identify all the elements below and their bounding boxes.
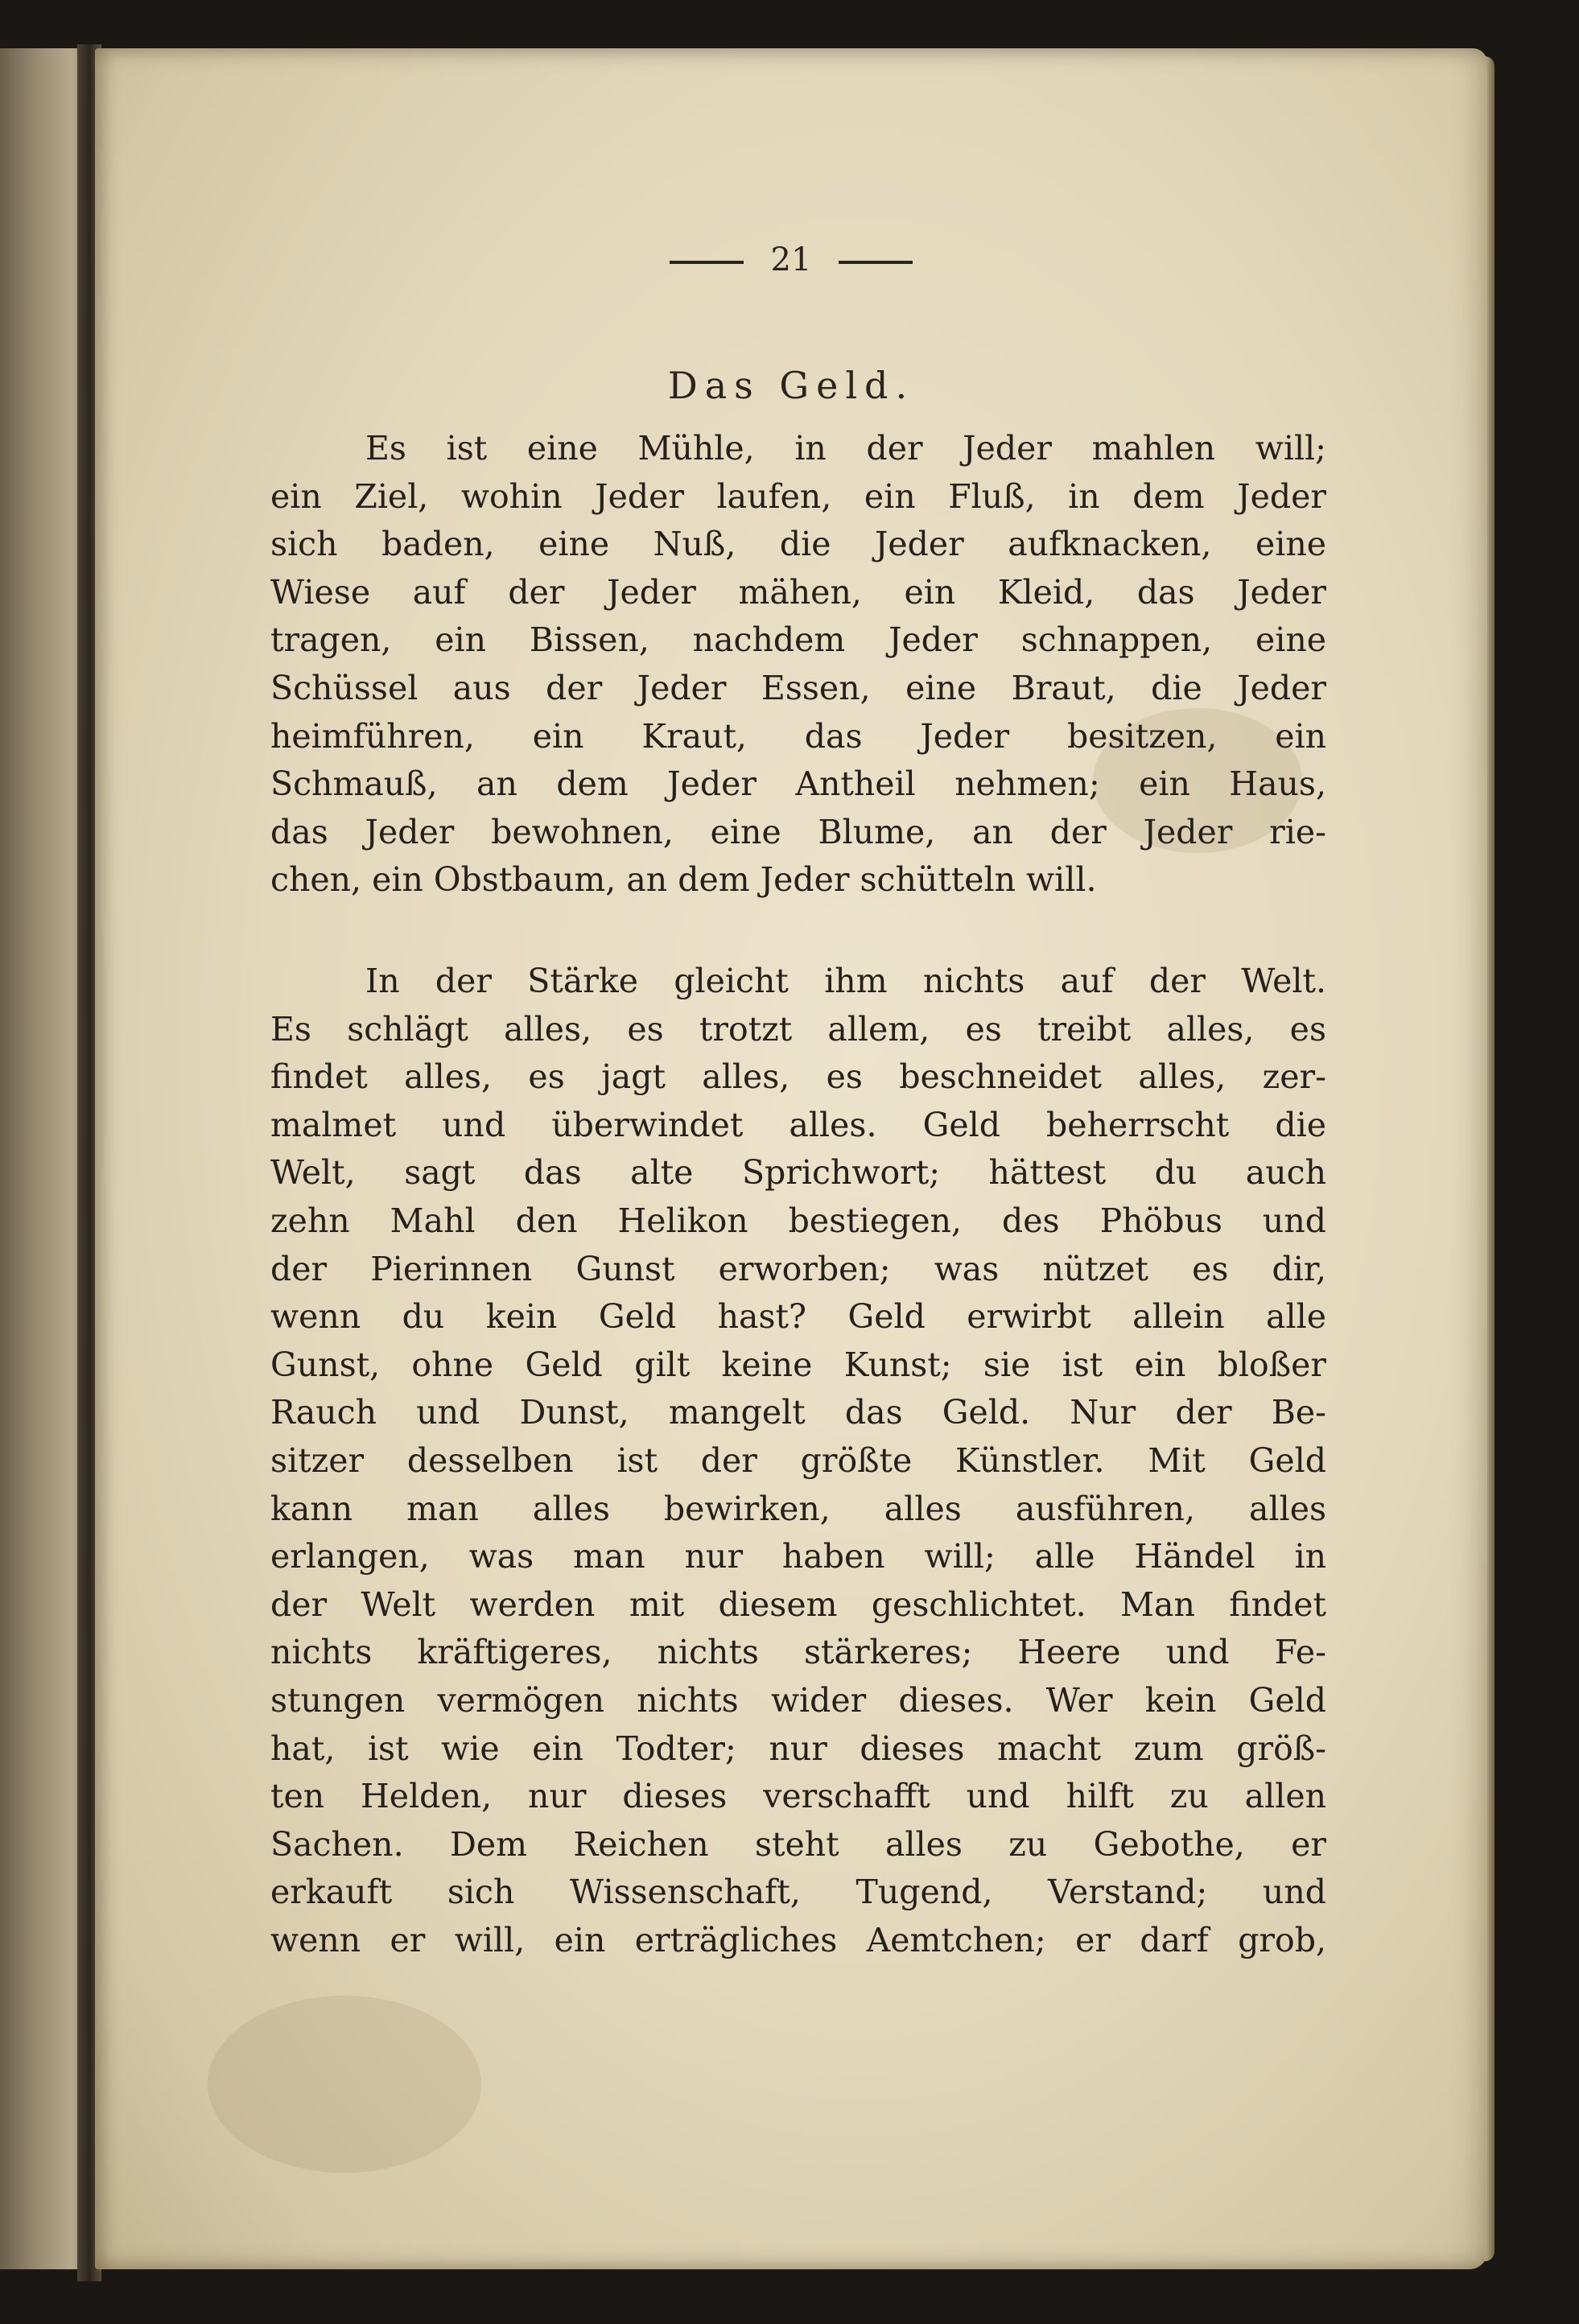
text-line: tragen, ein Bissen, nachdem Jeder schnappen, eine — [270, 620, 1326, 660]
text-line: sich baden, eine Nuß, die Jeder aufknacken, eine — [270, 525, 1326, 564]
text-line: stungen vermögen nichts wider dieses. Wer kein Geld — [270, 1680, 1326, 1720]
text-line: Gunst, ohne Geld gilt keine Kunst; sie ist ein bloßer — [270, 1345, 1326, 1384]
text-line: ten Helden, nur dieses verschafft und hilft zu allen — [270, 1777, 1326, 1816]
text-line: Wiese auf der Jeder mähen, ein Kleid, das Jeder — [270, 572, 1326, 612]
text-line: das Jeder bewohnen, eine Blume, an der Jeder rie- — [270, 812, 1326, 851]
paragraph-2 — [270, 958, 1326, 1964]
text-line: erkauft sich Wissenschaft, Tugend, Verstand; und — [270, 1873, 1326, 1912]
text-line: heimführen, ein Kraut, das Jeder besitzen, ein — [270, 716, 1326, 756]
text-line: Schmauß, an dem Jeder Antheil nehmen; ein Haus, — [270, 764, 1326, 804]
text-line: Schüssel aus der Jeder Essen, eine Braut, die Jeder — [270, 668, 1326, 707]
paragraph-1 — [270, 425, 1326, 904]
paper-stain — [208, 1996, 481, 2173]
text-line: Sachen. Dem Reichen steht alles zu Gebothe, er — [270, 1824, 1326, 1864]
text-line: erlangen, was man nur haben will; alle Händel in — [270, 1537, 1326, 1576]
header-rule-left — [670, 261, 744, 264]
text-line: der Pierinnen Gunst erworben; was nützet es dir, — [270, 1249, 1326, 1288]
text-line: sitzer desselben ist der größte Künstler. Mit Geld — [270, 1440, 1326, 1480]
page-header — [95, 241, 1487, 278]
text-line: der Welt werden mit diesem geschlichtet. Man findet — [270, 1584, 1326, 1624]
text-line: malmet und überwindet alles. Geld beherrscht die — [270, 1105, 1326, 1144]
text-line: zehn Mahl den Helikon bestiegen, des Phöbus und — [270, 1201, 1326, 1240]
text-line: hat, ist wie ein Todter; nur dieses macht zum größ- — [270, 1729, 1326, 1768]
chapter-title: Das Geld. — [667, 364, 915, 407]
text-line: Es schlägt alles, es trotzt allem, es treibt alles, es — [270, 1009, 1326, 1049]
text-line: Es ist eine Mühle, in der Jeder mahlen will; — [365, 429, 1326, 468]
text-line: findet alles, es jagt alles, es beschneidet alles, zer- — [270, 1057, 1326, 1097]
text-line: Rauch und Dunst, mangelt das Geld. Nur der Be- — [270, 1393, 1326, 1432]
text-line: nichts kräftigeres, nichts stärkeres; Heere und Fe- — [270, 1633, 1326, 1672]
text-line: In der Stärke gleicht ihm nichts auf der Welt. — [365, 962, 1326, 1000]
text-line: wenn er will, ein erträgliches Aemtchen; er darf grob, — [270, 1920, 1326, 1959]
text-line: Welt, sagt das alte Sprichwort; hättest du auch — [270, 1153, 1326, 1193]
header-rule-right — [839, 261, 913, 264]
text-line: wenn du kein Geld hast? Geld erwirbt allein alle — [270, 1297, 1326, 1337]
page-number: 21 — [770, 241, 812, 278]
text-line: ein Ziel, wohin Jeder laufen, ein Fluß, in dem Jeder — [270, 476, 1326, 516]
text-line: kann man alles bewirken, alles ausführen, alles — [270, 1489, 1326, 1528]
book-page — [95, 48, 1487, 2269]
text-line: chen, ein Obstbaum, an dem Jeder schütteln will. — [270, 860, 1097, 900]
